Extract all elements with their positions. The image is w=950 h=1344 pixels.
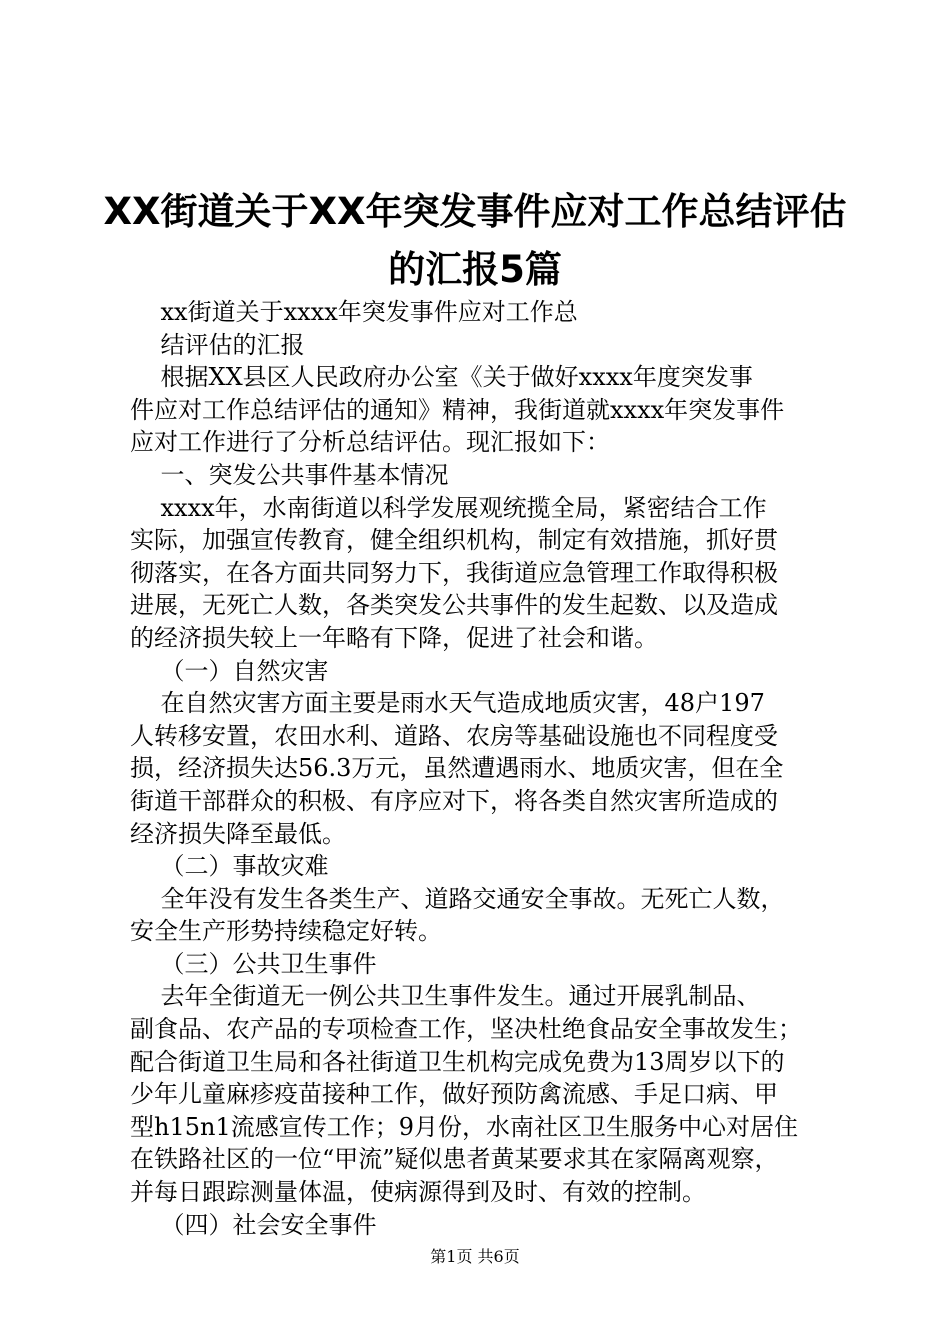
document-title-line-1: XX街道关于XX年突发事件应对工作总结评估 — [103, 190, 847, 233]
body-line: 在铁路社区的一位“甲流”疑似患者黄某要求其在家隔离观察， — [130, 1145, 779, 1174]
body-line: 结评估的汇报 — [130, 330, 305, 359]
body-line: 的经济损失较上一年略有下降，促进了社会和谐。 — [130, 623, 658, 652]
body-line: 实际，加强宣传教育，健全组织机构，制定有效措施，抓好贯 — [130, 526, 778, 555]
body-line: 应对工作进行了分析总结评估。现汇报如下： — [130, 428, 610, 457]
document-title-line-2: 的汇报5篇 — [388, 248, 562, 291]
page-footer: 第1页 共6页 — [430, 1247, 520, 1266]
body-line: 去年全街道无一例公共卫生事件发生。通过开展乳制品、 — [130, 982, 761, 1011]
document-body — [130, 296, 832, 1241]
body-line: 件应对工作总结评估的通知》精神，我街道就xxxx年突发事件 — [130, 395, 785, 424]
body-line: 安全生产形势持续稳定好转。 — [130, 917, 442, 946]
body-line: 经济损失降至最低。 — [130, 819, 346, 848]
body-line: 并每日跟踪测量体温，使病源得到及时、有效的控制。 — [130, 1178, 706, 1207]
body-line: 人转移安置，农田水利、道路、农房等基础设施也不同程度受 — [130, 721, 778, 750]
body-line: 型h15n1流感宣传工作；9月份，水南社区卫生服务中心对居住 — [130, 1112, 798, 1141]
body-line: xx街道关于xxxx年突发事件应对工作总 — [130, 298, 578, 326]
body-line: xxxx年，水南街道以科学发展观统揽全局，紧密结合工作 — [130, 493, 767, 522]
body-line: 根据XX县区人民政府办公室《关于做好xxxx年度突发事 — [130, 363, 753, 392]
body-line: 在自然灾害方面主要是雨水天气造成地质灾害，48户197 — [130, 689, 765, 718]
subsection-heading: （一）自然灾害 — [130, 656, 329, 685]
body-line: 街道干部群众的积极、有序应对下，将各类自然灾害所造成的 — [130, 786, 778, 815]
subsection-heading: （四）社会安全事件 — [130, 1210, 377, 1239]
body-line: 进展，无死亡人数，各类突发公共事件的发生起数、以及造成 — [130, 591, 778, 620]
body-line: 少年儿童麻疹疫苗接种工作，做好预防禽流感、手足口病、甲 — [130, 1080, 778, 1109]
body-line: 损，经济损失达56.3万元，虽然遭遇雨水、地质灾害，但在全 — [130, 754, 784, 783]
body-line: 彻落实，在各方面共同努力下，我街道应急管理工作取得积极 — [130, 558, 778, 587]
body-line: 全年没有发生各类生产、道路交通安全事故。无死亡人数， — [130, 884, 785, 913]
section-heading: 一、突发公共事件基本情况 — [130, 460, 449, 489]
body-line: 副食品、农产品的专项检查工作，坚决杜绝食品安全事故发生； — [130, 1015, 802, 1044]
body-line: 配合街道卫生局和各社街道卫生机构完成免费为13周岁以下的 — [130, 1047, 785, 1076]
subsection-heading: （三）公共卫生事件 — [130, 949, 377, 978]
subsection-heading: （二）事故灾难 — [130, 852, 329, 881]
